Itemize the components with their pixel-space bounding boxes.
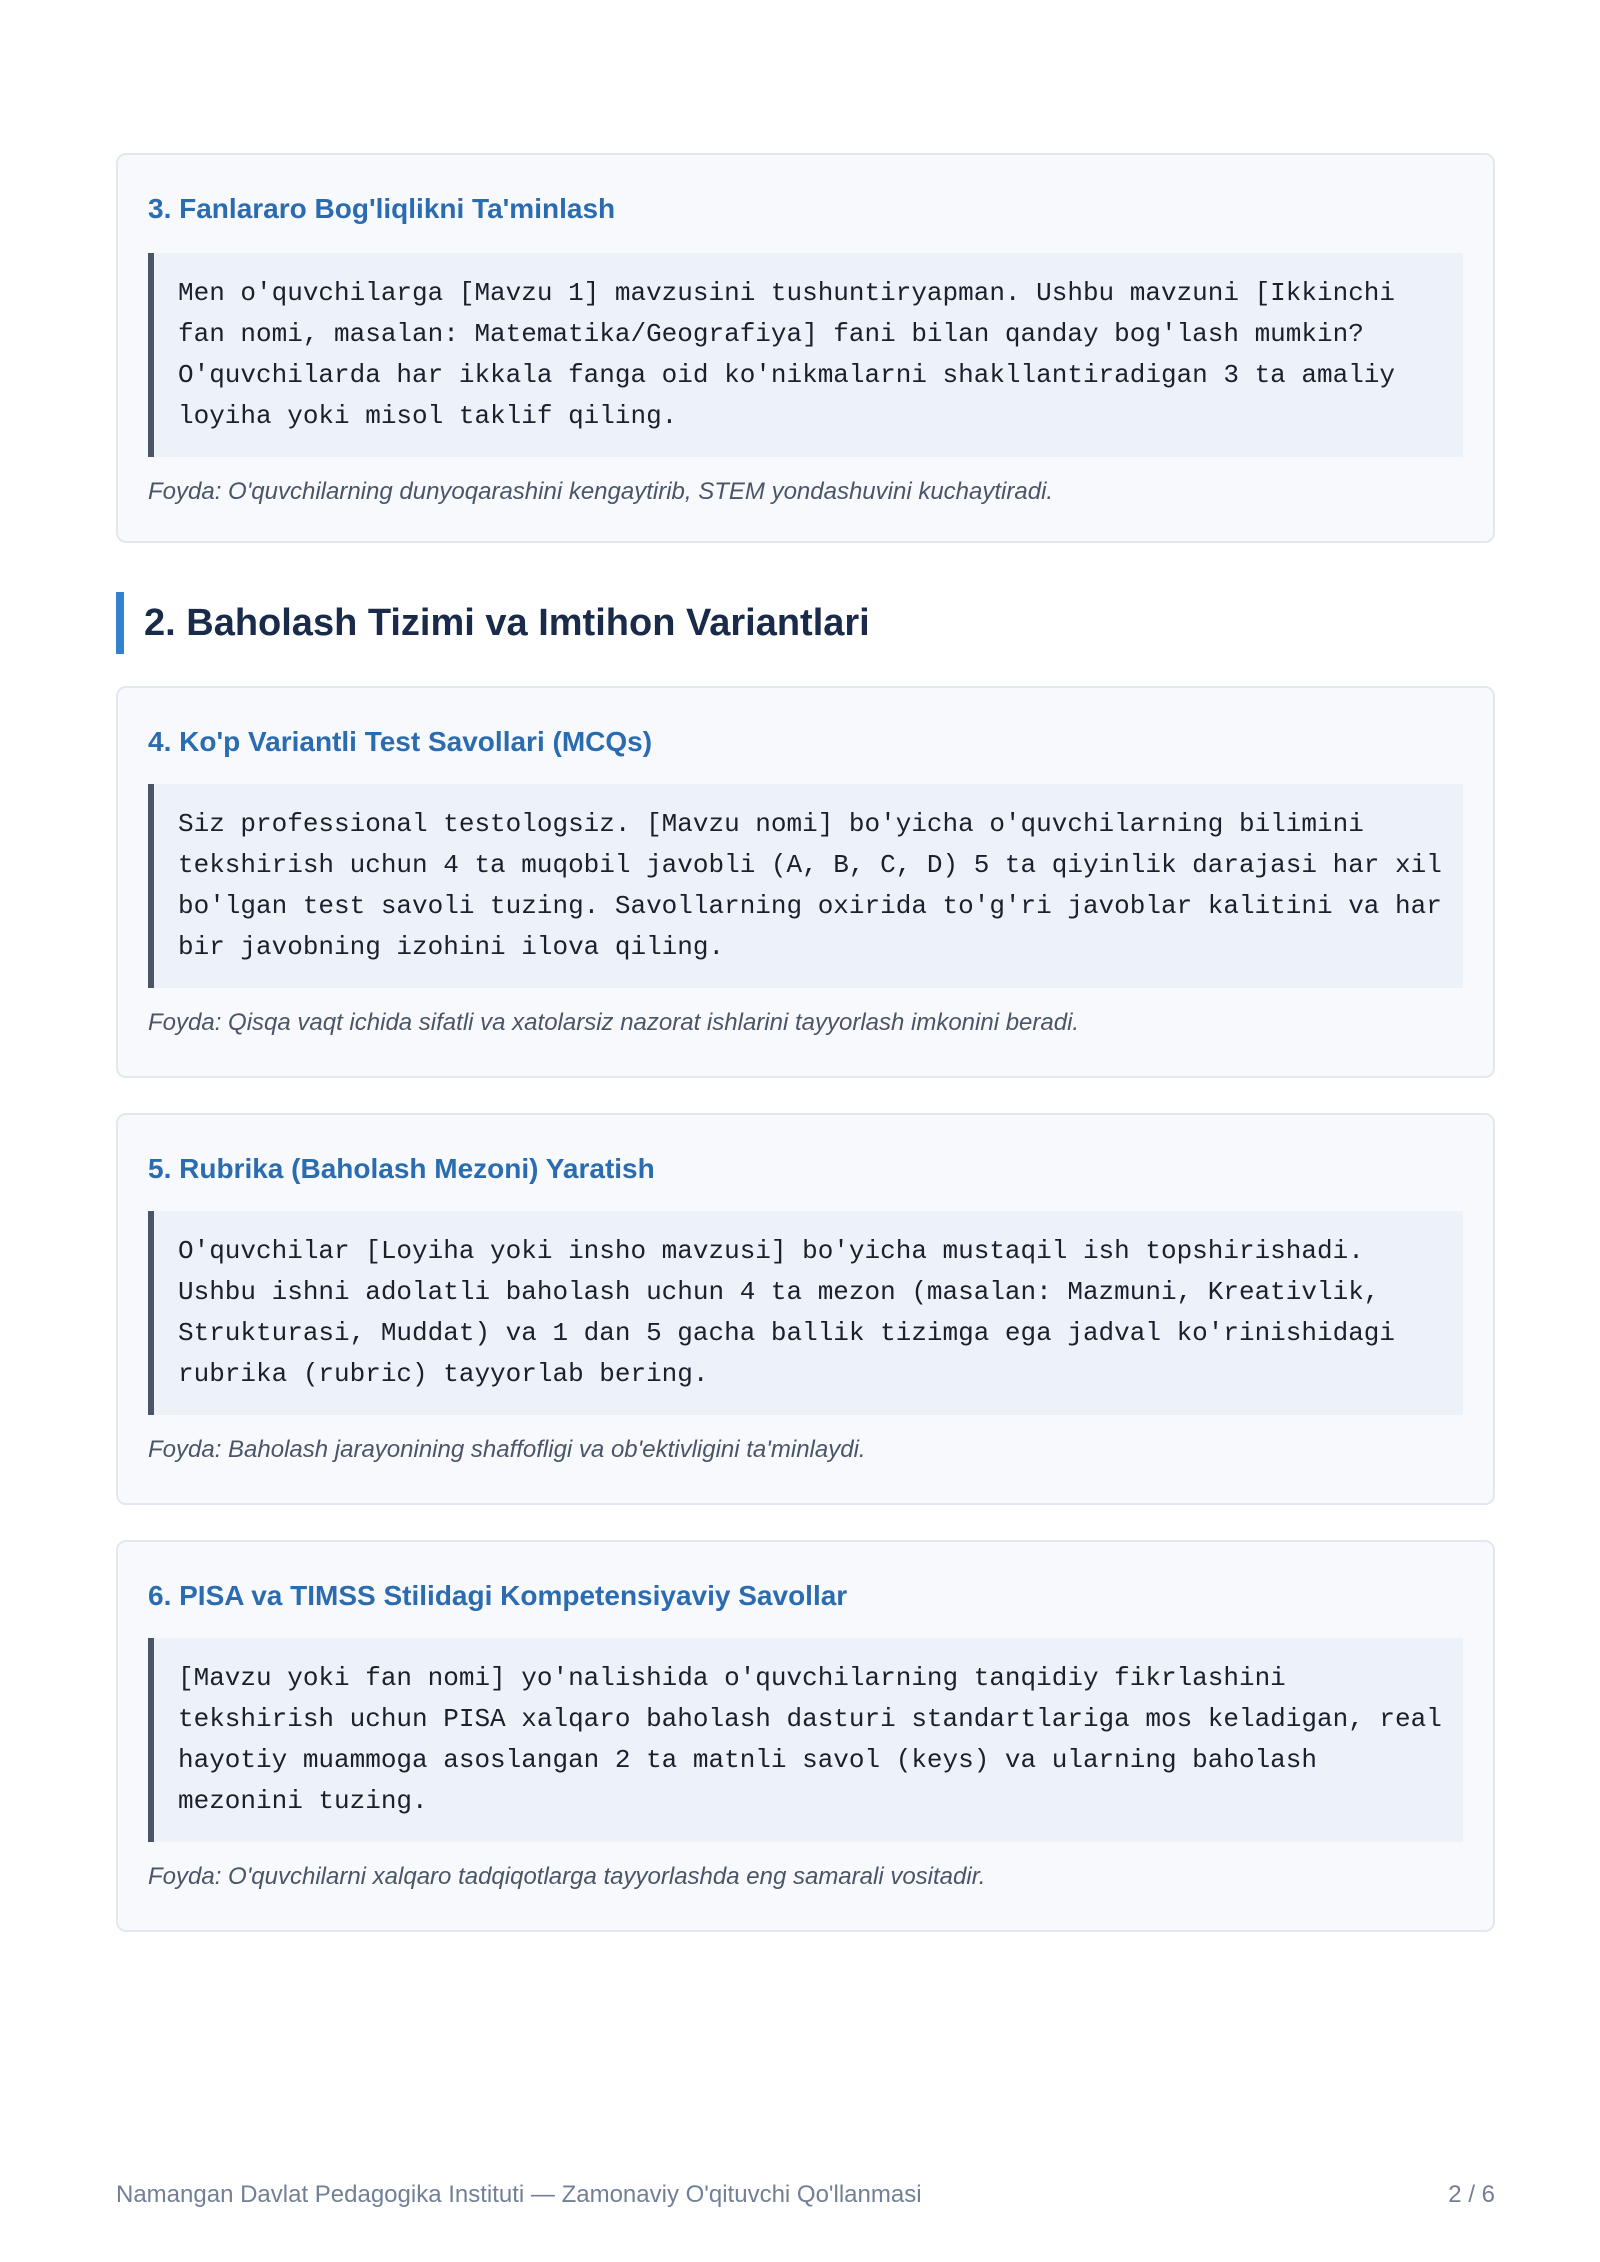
section-heading [116,592,870,654]
card-title: 3. Fanlararo Bog'liqlikni Ta'minlash [148,193,616,224]
prompt-text: Men o'quvchilarga [Mavzu 1] mavzusini tushuntiryapman. Ushbu mavzuni [Ikkinchi fan nomi, masalan: Matematika/Geografiya] fani bilan qanday bog'lash mumkin? O'quvchilarda har ikkala fanga oid ko'nikmalarni shakllantiradigan 3 ta amaliy loyiha yoki misol taklif qiling. [148,253,1463,457]
benefit-note: Foyda: Qisqa vaqt ichida sifatli va xatolarsiz nazorat ishlarini tayyorlash imkonini beradi. [148,1009,1080,1036]
benefit-note: Foyda: Baholash jarayonining shaffofligi va ob'ektivligini ta'minlaydi. [148,1436,866,1463]
benefit-note: Foyda: O'quvchilarning dunyoqarashini kengaytirib, STEM yondashuvini kuchaytiradi. [148,478,1054,505]
prompt-card-interdisciplinary [116,153,1495,543]
prompt-card-pisa [116,1540,1495,1932]
prompt-card-mcq [116,686,1495,1078]
prompt-text: [Mavzu yoki fan nomi] yo'nalishida o'quvchilarning tanqidiy fikrlashini tekshirish uchun PISA xalqaro baholash dasturi standartlariga mos keladigan, real hayotiy muammoga asoslangan 2 ta matnli savol (keys) va ularning baholash mezonini tuzing. [148,1638,1463,1842]
prompt-card-rubric [116,1113,1495,1505]
footer-institution: Namangan Davlat Pedagogika Instituti — Zamonaviy O'qituvchi Qo'llanmasi [116,2181,922,2208]
prompt-text: Siz professional testologsiz. [Mavzu nomi] bo'yicha o'quvchilarning bilimini tekshirish uchun 4 ta muqobil javobli (A, B, C, D) 5 ta qiyinlik darajasi har xil bo'lgan test savoli tuzing. Savollarning oxirida to'g'ri javoblar kalitini va har bir javobning izohini ilova qiling. [148,784,1463,988]
benefit-note: Foyda: O'quvchilarni xalqaro tadqiqotlarga tayyorlashda eng samarali vositadir. [148,1863,986,1890]
prompt-text: O'quvchilar [Loyiha yoki insho mavzusi] bo'yicha mustaqil ish topshirishadi. Ushbu ishni adolatli baholash uchun 4 ta mezon (masalan: Mazmuni, Kreativlik, Strukturasi, Muddat) va 1 dan 5 gacha ballik tizimga ega jadval ko'rinishidagi rubrika (rubric) tayyorlab bering. [148,1211,1463,1415]
card-title: 6. PISA va TIMSS Stilidagi Kompetensiyaviy Savollar [148,1580,848,1611]
card-title: 5. Rubrika (Baholash Mezoni) Yaratish [148,1153,655,1184]
section-title: 2. Baholash Tizimi va Imtihon Variantlari [144,602,870,644]
page-number: 2 / 6 [1448,2181,1495,2208]
card-title: 4. Ko'p Variantli Test Savollari (MCQs) [148,726,653,757]
